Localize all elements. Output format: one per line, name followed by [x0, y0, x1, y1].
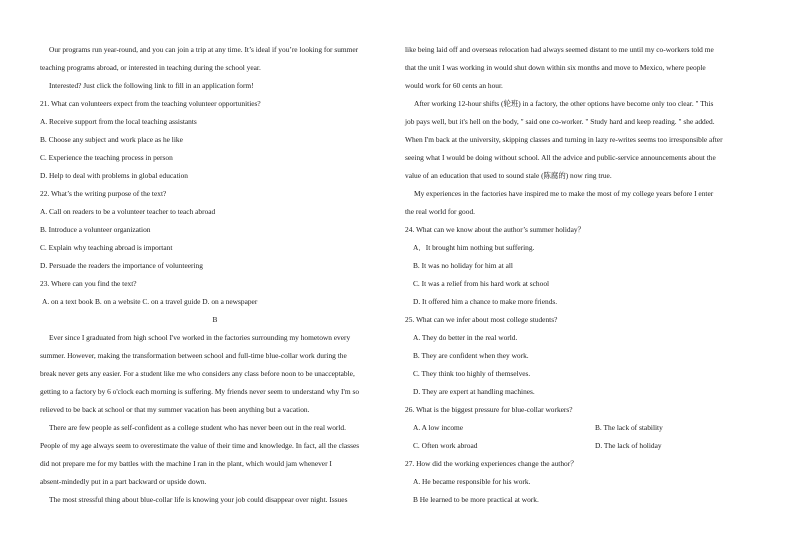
question-22-option-d: D. Persuade the readers the importance of volunteering — [40, 261, 203, 270]
question-27-option-b: B He learned to be more practical at work. — [413, 495, 539, 504]
question-25-stem: 25. What can we infer about most college students? — [405, 315, 558, 324]
passage-line: relieved to be back at school or that my summer vacation has been anything but a vacation. — [40, 405, 310, 414]
question-25-option-a: A. They do better in the real world. — [413, 333, 518, 342]
paragraph-line: Our programs run year-round, and you can join a trip at any time. It’s ideal if you’re looking for summer — [49, 45, 359, 54]
passage-line: did not prepare me for my battles with the machine I ran in the plant, which would jam whenever I — [40, 459, 332, 468]
question-21-option-b: B. Choose any subject and work place as he like — [40, 135, 183, 144]
passage-line: The most stressful thing about blue-collar life is knowing your job could disappear over night. Issues — [49, 495, 348, 504]
question-21-option-d: D. Help to deal with problems in global education — [40, 171, 188, 180]
question-24-option-b: B. It was no holiday for him at all — [413, 261, 513, 270]
paragraph-line: Interested? Just click the following link to fill in an application form! — [49, 81, 254, 90]
passage-line: the real world for good. — [405, 207, 475, 216]
question-25-option-b: B. They are confident when they work. — [413, 351, 529, 360]
question-26-stem: 26. What is the biggest pressure for blue-collar workers? — [405, 405, 573, 414]
passage-line: Ever since I graduated from high school I've worked in the factories surrounding my hometown every — [49, 333, 351, 342]
passage-line: There are few people as self-confident as a college student who has never been out in the real world. — [49, 423, 346, 432]
passage-line: like being laid off and overseas relocation had always seemed distant to me until my co-workers told me — [405, 45, 714, 54]
passage-line: getting to a factory by 6 o'clock each morning is suffering. My friends never seem to understand why I'm so — [40, 387, 360, 396]
question-22-option-b: B. Introduce a volunteer organization — [40, 225, 151, 234]
passage-line: After working 12-hour shifts (轮班) in a factory, the other options have become only too clear. " This — [414, 99, 714, 108]
question-25-option-c: C. They think too highly of themselves. — [413, 369, 531, 378]
passage-line: job pays well, but it's hell on the body, " said one co-worker. " Study hard and keep reading. " she added. — [405, 117, 715, 126]
passage-line: value of an education that used to sound stale (陈腐的) now ring true. — [405, 171, 612, 180]
question-26-option-d: D. The lack of holiday — [595, 441, 662, 450]
passage-line: summer. However, making the transformation between school and full-time blue-collar work during the — [40, 351, 347, 360]
question-26-option-b: B. The lack of stability — [595, 423, 663, 432]
question-27-stem: 27. How did the working experiences change the author？ — [405, 459, 578, 468]
passage-line: break never gets any easier. For a student like me who considers any class before noon to be unacceptable, — [40, 369, 355, 378]
section-label: B — [212, 315, 218, 324]
question-22-stem: 22. What’s the writing purpose of the text? — [40, 189, 167, 198]
passage-line: would work for 60 cents an hour. — [405, 81, 503, 90]
question-24-option-a: A．It brought him nothing but suffering. — [413, 243, 535, 252]
question-25-option-d: D. They are expert at handling machines. — [413, 387, 535, 396]
passage-line: seeing what I would be doing without school. All the advice and public-service announcements about the — [405, 153, 716, 162]
question-24-option-d: D. It offered him a chance to make more friends. — [413, 297, 558, 306]
question-22-option-c: C. Explain why teaching abroad is important — [40, 243, 173, 252]
question-22-option-a: A. Call on readers to be a volunteer teacher to teach abroad — [40, 207, 216, 216]
question-21-option-c: C. Experience the teaching process in person — [40, 153, 173, 162]
passage-line: People of my age always seem to overestimate the value of their time and knowledge. In fact, all the classes — [40, 441, 360, 450]
question-23-options: A. on a text book B. on a website C. on a travel guide D. on a newspaper — [42, 297, 258, 306]
paragraph-line: teaching programs abroad, or interested in teaching during the school year. — [40, 63, 261, 72]
question-21-stem: 21. What can volunteers expect from the teaching volunteer opportunities? — [40, 99, 261, 108]
question-27-option-a: A. He became responsible for his work. — [413, 477, 531, 486]
passage-line: When I'm back at the university, skipping classes and turning in lazy re-writes seems too irresponsible after — [405, 135, 723, 144]
passage-line: that the unit I was working in would shut down within six months and move to Mexico, where people — [405, 63, 706, 72]
question-23-stem: 23. Where can you find the text? — [40, 279, 137, 288]
question-24-stem: 24. What can we know about the author’s summer holiday？ — [405, 225, 585, 234]
passage-line: absent-mindedly put in a part backward or upside down. — [40, 477, 207, 486]
question-24-option-c: C. It was a relief from his hard work at school — [413, 279, 550, 288]
question-26-option-a: A. A low income — [413, 423, 464, 432]
passage-line: My experiences in the factories have inspired me to make the most of my college years before I enter — [414, 189, 714, 198]
question-26-option-c: C. Often work abroad — [413, 441, 478, 450]
question-21-option-a: A. Receive support from the local teaching assistants — [40, 117, 197, 126]
